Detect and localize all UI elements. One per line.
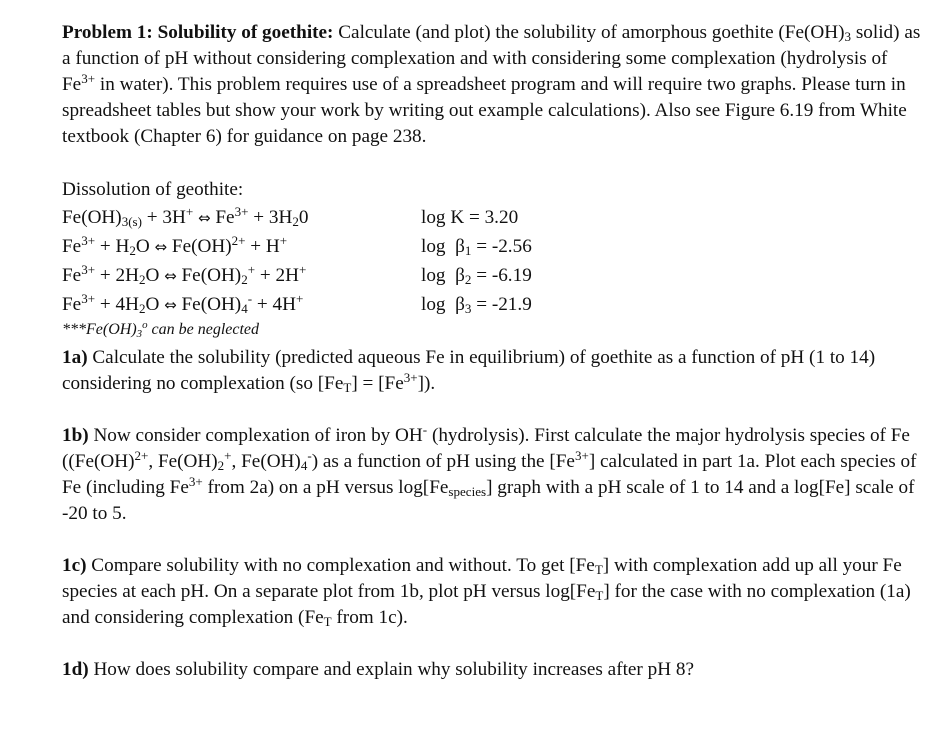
question-1d-label: 1d) <box>62 659 89 680</box>
problem-title: Problem 1: Solubility of goethite: <box>62 22 334 43</box>
reaction-4: $Fe^{3+} + 4H_2O$ ⇔ $Fe(OH)_4^- + 4H^+$ <box>62 290 304 317</box>
equilibrium-arrow-icon: ⇔ <box>164 296 177 314</box>
equilibrium-constants <box>421 203 621 319</box>
log-k: log K = 3.20 <box>421 207 519 228</box>
log-beta-3: $\log \beta_3 = -21.9$ <box>421 294 532 317</box>
dissolution-heading: Dissolution of geothite: <box>62 179 244 200</box>
reaction-1: $Fe(OH)_{3(s)} + 3H^+$ ⇔ $Fe^{3+} + 3H_20$ <box>62 203 309 230</box>
equilibrium-arrow-icon: ⇔ <box>164 267 177 285</box>
log-beta-2: $\log \beta_2 = -6.19$ <box>421 265 532 288</box>
question-1c-label: 1c) <box>62 555 87 576</box>
intro-text-a: Calculate (and plot) the solubility of amorphous goethite (Fe(OH) <box>333 22 845 43</box>
problem-document <box>62 20 922 683</box>
equilibrium-arrow-icon: ⇔ <box>198 209 211 227</box>
question-1a: 1a) Calculate the solubility (predicted aqueous Fe in equilibrium) of goethite as a function of pH (1 to 14) considering no complexation (so $[Fe_T] = [Fe^{3+}]$). <box>62 347 876 396</box>
intro-text-b: solid) as a function of pH without considering complexation and with considering some complexation (hydrolysis of Fe <box>62 22 921 95</box>
equilibrium-arrow-icon: ⇔ <box>154 238 168 256</box>
question-1c: 1c) Compare solubility with no complexation and without. To get $[Fe_T]$ with complexation add up all your Fe species at each pH. On a separate plot from 1b, plot pH versus $\log[Fe_T]$ for the case with no complexation (1a) and considering complexation ($Fe_T$ from 1c). <box>62 555 911 630</box>
neglect-note: $***Fe(OH)_3^o$ can be neglected <box>62 319 260 340</box>
question-1b-label: 1b) <box>62 425 89 446</box>
question-1a-label: 1a) <box>62 347 88 368</box>
log-beta-1: $\log \beta_1 = -2.56$ <box>421 236 532 259</box>
question-1b: 1b) Now consider complexation of iron by OH- (hydrolysis). First calculate the major hydrolysis species of Fe ((Fe(OH)$^{2+}$, $Fe(OH)_2^+$, $Fe(OH)_4^-$) as a function of pH using the $[Fe^{3+}]$ calculated in part 1a. Plot each species of Fe (including $Fe^{3+}$ from 2a) on a pH versus $\log[Fe_{species}]$ graph with a pH scale of 1 to 14 and a log[Fe] scale of -20 to 5. <box>62 421 917 524</box>
reaction-2: $Fe^{3+} + H_2O$ ⇔ Fe(OH)$^{2+}$ + H+ <box>62 232 288 259</box>
reaction-3: $Fe^{3+} + 2H_2O$ ⇔ $Fe(OH)_2^+ + 2H^+$ <box>62 261 307 288</box>
intro-text-c: in water). This problem requires use of a spreadsheet program and will require two graphs. Please turn in spreadsheet tables but show your work by writing out example calculations). Also see Figure 6.19 from White textbook (Chapter 6) for guidance on page 238. <box>62 74 907 147</box>
question-1d <box>62 657 922 683</box>
problem-intro: Problem 1: Solubility of goethite: Calculate (and plot) the solubility of amorphous goethite ($Fe(OH)_3$ solid) as a function of pH without considering complexation and with considering some complexation (hydrolysis of $Fe^{3+}$ in water). This problem requires use of a spreadsheet program and will require two graphs. Please turn in spreadsheet tables but show your work by writing out example calculations). Also see Figure 6.19 from White textbook (Chapter 6) for guidance on page 238. <box>62 22 921 147</box>
question-1d-text: How does solubility compare and explain why solubility increases after pH 8? <box>88 659 694 680</box>
dissolution-block <box>62 177 922 340</box>
reaction-list <box>62 177 422 341</box>
